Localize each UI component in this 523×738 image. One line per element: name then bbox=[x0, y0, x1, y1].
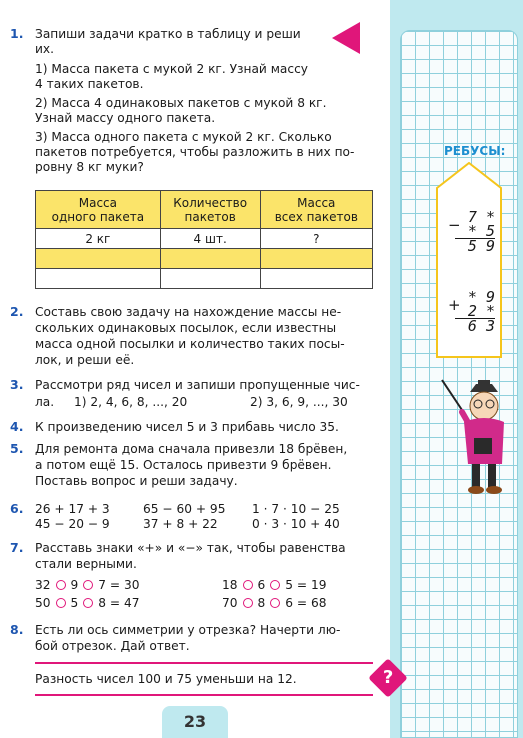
task-1-problem-1: 1) Масса пакета с мукой 2 кг. Узнай массу bbox=[35, 62, 308, 76]
task-3-text: Рассмотри ряд чисел и запиши пропущенные чис- bbox=[35, 378, 360, 392]
task-1-number: 1. bbox=[10, 26, 24, 41]
sign-circle[interactable] bbox=[83, 598, 93, 608]
task-5-text-3: Поставь вопрос и реши задачу. bbox=[35, 474, 238, 488]
table-header-1: Масса одного пакета bbox=[36, 191, 161, 229]
task-6-expr: 45 − 20 − 9 bbox=[35, 517, 110, 531]
task-8-text-1: Есть ли ось симметрии у отрезка? Начерти лю- bbox=[35, 623, 341, 637]
task-2-text-1: Составь свою задачу на нахождение массы не- bbox=[35, 305, 342, 319]
table-row-empty bbox=[36, 269, 373, 289]
task-4-text: К произведению чисел 5 и 3 прибавь число 35. bbox=[35, 420, 339, 434]
table-row bbox=[36, 229, 373, 249]
task-3-text-2: ла. bbox=[35, 395, 55, 409]
table-header-2: Количество пакетов bbox=[160, 191, 260, 229]
equation: 70 8 6 = 68 bbox=[222, 596, 327, 610]
task-2-text-3: масса одной посылки и количество таких посы- bbox=[35, 337, 345, 351]
sign-circle[interactable] bbox=[243, 580, 253, 590]
equation: 32 9 7 = 30 bbox=[35, 578, 140, 592]
task-2-text-4: лок, и реши её. bbox=[35, 353, 135, 367]
task-3-series-2: 2) 3, 6, 9, ..., 30 bbox=[250, 395, 348, 409]
task-1-intro: Запиши задачи кратко в таблицу и реши bbox=[35, 27, 301, 41]
task-4-number: 4. bbox=[10, 419, 24, 434]
equation: 18 6 5 = 19 bbox=[222, 578, 327, 592]
table-header-3: Масса всех пакетов bbox=[260, 191, 372, 229]
task-6-expr: 26 + 17 + 3 bbox=[35, 502, 110, 516]
task-6-expr: 37 + 8 + 22 bbox=[143, 517, 218, 531]
task-1-problem-3-cont-2: ровну 8 кг муки? bbox=[35, 160, 144, 174]
sign-circle[interactable] bbox=[270, 580, 280, 590]
task-5-number: 5. bbox=[10, 441, 24, 456]
table-cell: ? bbox=[260, 229, 372, 249]
task-1-problem-3: 3) Масса одного пакета с мукой 2 кг. Сколько bbox=[35, 130, 332, 144]
bookmark-triangle-icon bbox=[332, 22, 360, 54]
teacher-character-icon bbox=[440, 378, 510, 498]
sign-circle[interactable] bbox=[270, 598, 280, 608]
task-5-text-2: а потом ещё 15. Осталось привезти 9 брёвен. bbox=[35, 458, 332, 472]
task-6-number: 6. bbox=[10, 501, 24, 516]
task-3-series-1: 1) 2, 4, 6, 8, ..., 20 bbox=[74, 395, 188, 409]
task-5-text-1: Для ремонта дома сначала привезли 18 брёвен, bbox=[35, 442, 348, 456]
equation: 50 5 8 = 47 bbox=[35, 596, 140, 610]
question-mark-icon: ? bbox=[368, 658, 408, 698]
rebus-op-1: − bbox=[448, 216, 461, 234]
task-table bbox=[35, 190, 373, 289]
sign-circle[interactable] bbox=[83, 580, 93, 590]
divider-top bbox=[35, 662, 373, 664]
sign-circle[interactable] bbox=[56, 598, 66, 608]
sign-circle[interactable] bbox=[56, 580, 66, 590]
page-number: 23 bbox=[162, 706, 228, 738]
bonus-task-text: Разность чисел 100 и 75 уменьши на 12. bbox=[35, 672, 297, 686]
task-1-problem-2: 2) Масса 4 одинаковых пакетов с мукой 8 кг. bbox=[35, 96, 327, 110]
task-1-intro-2: их. bbox=[35, 42, 55, 56]
task-1-problem-3-cont: пакетов потребуется, чтобы разложить в них по- bbox=[35, 145, 355, 159]
task-8-text-2: бой отрезок. Дай ответ. bbox=[35, 639, 190, 653]
task-7-number: 7. bbox=[10, 540, 24, 555]
table-row-empty bbox=[36, 249, 373, 269]
table-cell: 2 кг bbox=[36, 229, 161, 249]
sign-circle[interactable] bbox=[243, 598, 253, 608]
task-3-number: 3. bbox=[10, 377, 24, 392]
task-1-problem-2-cont: Узнай массу одного пакета. bbox=[35, 111, 216, 125]
task-7-text-1: Расставь знаки «+» и «−» так, чтобы равенства bbox=[35, 541, 346, 555]
rebus-2: * 9 2 * 6 3 bbox=[455, 290, 495, 333]
task-6-expr: 1 · 7 · 10 − 25 bbox=[252, 502, 340, 516]
table-cell: 4 шт. bbox=[160, 229, 260, 249]
divider-bottom bbox=[35, 694, 373, 696]
rebus-op-2: + bbox=[448, 296, 461, 314]
rebus-1: 7 * * 5 5 9 bbox=[455, 210, 495, 253]
task-1-problem-1-cont: 4 таких пакетов. bbox=[35, 77, 144, 91]
rebus-title: РЕБУСЫ: bbox=[444, 144, 506, 158]
task-6-expr: 0 · 3 · 10 + 40 bbox=[252, 517, 340, 531]
task-2-number: 2. bbox=[10, 304, 24, 319]
task-8-number: 8. bbox=[10, 622, 24, 637]
task-7-text-2: стали верными. bbox=[35, 557, 137, 571]
task-6-expr: 65 − 60 + 95 bbox=[143, 502, 226, 516]
task-2-text-2: скольких одинаковых посылок, если известны bbox=[35, 321, 337, 335]
